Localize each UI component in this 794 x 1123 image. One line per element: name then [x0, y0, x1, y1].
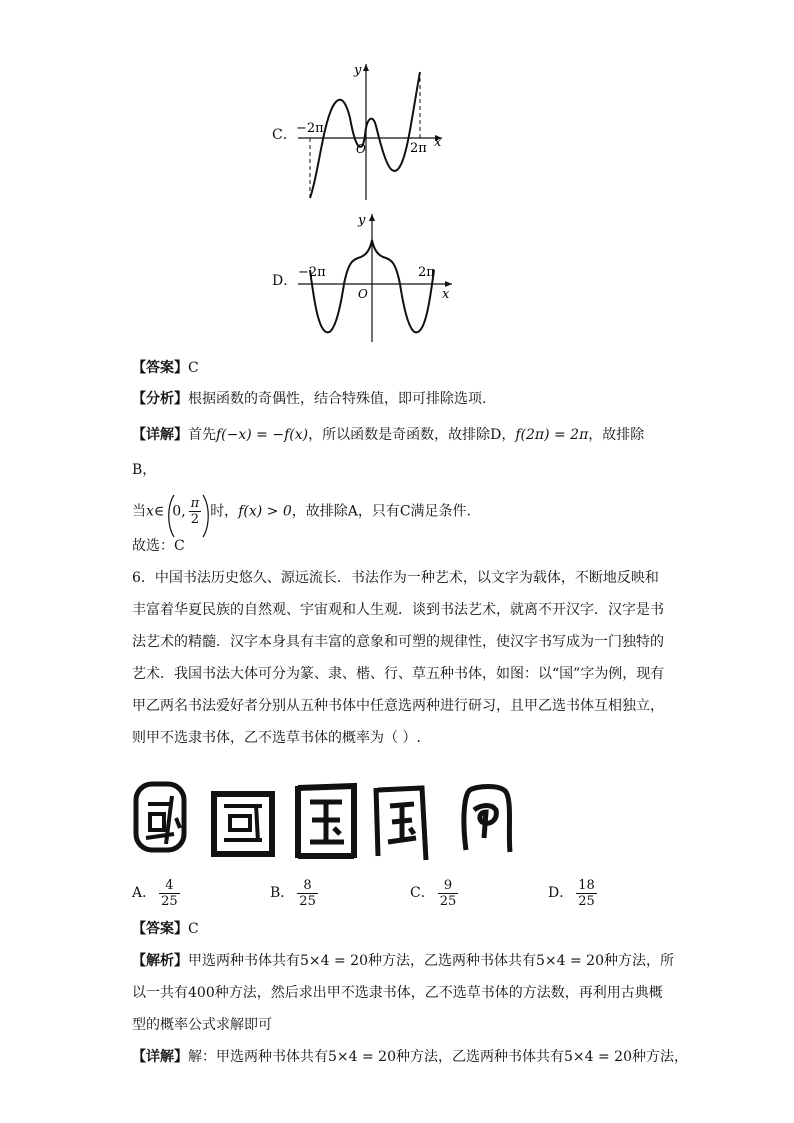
q5-line3-ineq: f(x) > 0	[238, 503, 292, 520]
q6-option-a-fraction	[159, 878, 180, 909]
q6-option-d-den: 25	[578, 893, 595, 909]
q6-analysis-tag: 【解析】	[132, 953, 188, 969]
q5-detail-post: ，故排除	[588, 427, 645, 443]
q6-detail-tag: 【详解】	[132, 1049, 188, 1065]
q6-analysis-text-1: 甲选两种书体共有5×4 = 20种方法，乙选两种书体共有5×4 = 20种方法，所	[188, 953, 674, 969]
q6-option-b-fraction	[297, 878, 318, 909]
calligraphy-cursive-image	[456, 780, 516, 862]
q5-detail-eq2: f(2π) = 2π	[515, 427, 589, 443]
graph-d-y-label: y	[358, 213, 366, 228]
q6-option-d-fraction	[576, 878, 597, 909]
q5-detail-pre: 首先	[188, 427, 216, 443]
q6-answer	[132, 919, 199, 939]
q6-line-2: 丰富着华夏民族的自然观、宇宙观和人生观．谈到书法艺术，就离不开汉字．汉字是书	[132, 602, 664, 618]
q6-option-d-letter: D．	[548, 885, 574, 901]
q6-analysis-line-3: 型的概率公式求解即可	[132, 1017, 272, 1033]
calligraphy-running-image	[370, 780, 432, 862]
q5-detail-mid: ，所以函数是奇函数，故排除D，	[308, 427, 516, 443]
calligraphy-clerical-image	[210, 790, 276, 860]
calligraphy-regular-image	[292, 782, 362, 862]
graph-c	[292, 58, 472, 208]
q5-detail-eq1: f(−x) = −f(x)	[216, 427, 309, 443]
close-bracket-icon	[202, 494, 211, 538]
q6-option-d-num: 18	[578, 877, 595, 893]
q6-line-4: 艺术．我国书法大体可分为篆、隶、楷、行、草五种书体，如图：以“国”字为例，现有	[132, 666, 665, 682]
q5-analysis-tag: 【分析】	[132, 391, 188, 407]
q5-line3-pre: 当	[132, 503, 146, 520]
q6-answer-value: C	[188, 921, 199, 937]
open-paren-icon	[166, 494, 175, 538]
q6-option-b[interactable]	[270, 873, 321, 913]
q5-pi-half-fraction	[189, 496, 202, 527]
q6-option-c-letter: C．	[410, 885, 435, 901]
q5-line3-post: ，故排除A，只有C满足条件.	[291, 503, 472, 520]
q6-option-c[interactable]	[410, 873, 461, 913]
graph-c-x-label: x	[434, 135, 442, 150]
q5-analysis	[132, 389, 486, 409]
q6-option-b-den: 25	[299, 893, 316, 909]
q5-line3-zero: 0,	[172, 503, 186, 520]
q5-detail	[132, 425, 644, 445]
q5-answer	[132, 358, 199, 378]
q5-line3-mid: 时，	[210, 503, 239, 520]
q6-option-b-letter: B．	[270, 885, 295, 901]
q5-answer-tag: 【答案】	[132, 360, 188, 376]
q6-detail-text: 解：甲选两种书体共有5×4 = 20种方法，乙选两种书体共有5×4 = 20种方法，	[188, 1049, 688, 1065]
q6-option-d[interactable]	[548, 873, 600, 913]
graph-d-neg-tick: −2π	[298, 265, 326, 280]
q5-interval-line	[132, 496, 471, 536]
q5-answer-value: C	[188, 360, 199, 376]
graph-d-x-label: x	[442, 287, 450, 302]
q6-analysis-line-1	[132, 951, 674, 971]
option-d-label: D．	[272, 273, 298, 289]
graph-c-pos-tick: 2π	[410, 141, 427, 156]
q6-analysis-line-2: 以一共有400种方法，然后求出甲不选隶书体，乙不选草书体的方法数，再利用古典概	[132, 985, 663, 1001]
q5-detail-tag: 【详解】	[132, 427, 188, 443]
q6-option-c-fraction	[438, 878, 459, 909]
calligraphy-seal-image	[132, 778, 188, 858]
graph-c-origin: O	[356, 142, 366, 156]
q5-line3-in: ∈	[153, 503, 165, 520]
q6-option-a[interactable]	[132, 873, 183, 913]
q5-conclusion: 故选：C	[132, 538, 185, 554]
q6-line-3: 法艺术的精髓．汉字本身具有丰富的意象和可塑的规律性，使汉字书写成为一门独特的	[132, 634, 664, 650]
q6-detail	[132, 1047, 688, 1067]
q6-option-a-letter: A．	[132, 885, 157, 901]
q6-line-1: 6．中国书法历史悠久、源远流长．书法作为一种艺术，以文字为载体，不断地反映和	[132, 570, 659, 586]
q5-analysis-text: 根据函数的奇偶性，结合特殊值，即可排除选项.	[188, 391, 487, 407]
graph-c-y-label: y	[354, 63, 362, 78]
q6-option-b-num: 8	[297, 878, 318, 894]
q6-option-a-num: 4	[159, 878, 180, 894]
q6-answer-tag: 【答案】	[132, 921, 188, 937]
q6-option-c-den: 25	[439, 893, 457, 909]
q5-detail-line2: B，	[132, 462, 157, 478]
graph-c-neg-tick: −2π	[296, 121, 324, 136]
q6-option-c-num: 9	[438, 878, 459, 894]
graph-d-pos-tick: 2π	[418, 265, 435, 280]
q5-pi: π	[190, 496, 200, 511]
q6-line-6: 则甲不选隶书体，乙不选草书体的概率为（ ）.	[132, 730, 421, 746]
q5-line3-x: x	[146, 503, 154, 520]
graph-d-origin: O	[358, 287, 368, 301]
graph-d	[292, 210, 462, 345]
option-c-label: C．	[272, 127, 297, 143]
q5-two: 2	[190, 512, 200, 527]
q6-line-5: 甲乙两名书法爱好者分别从五种书体中任意选两种进行研习，且甲乙选书体互相独立，	[132, 698, 664, 714]
q6-option-a-den: 25	[161, 893, 178, 909]
